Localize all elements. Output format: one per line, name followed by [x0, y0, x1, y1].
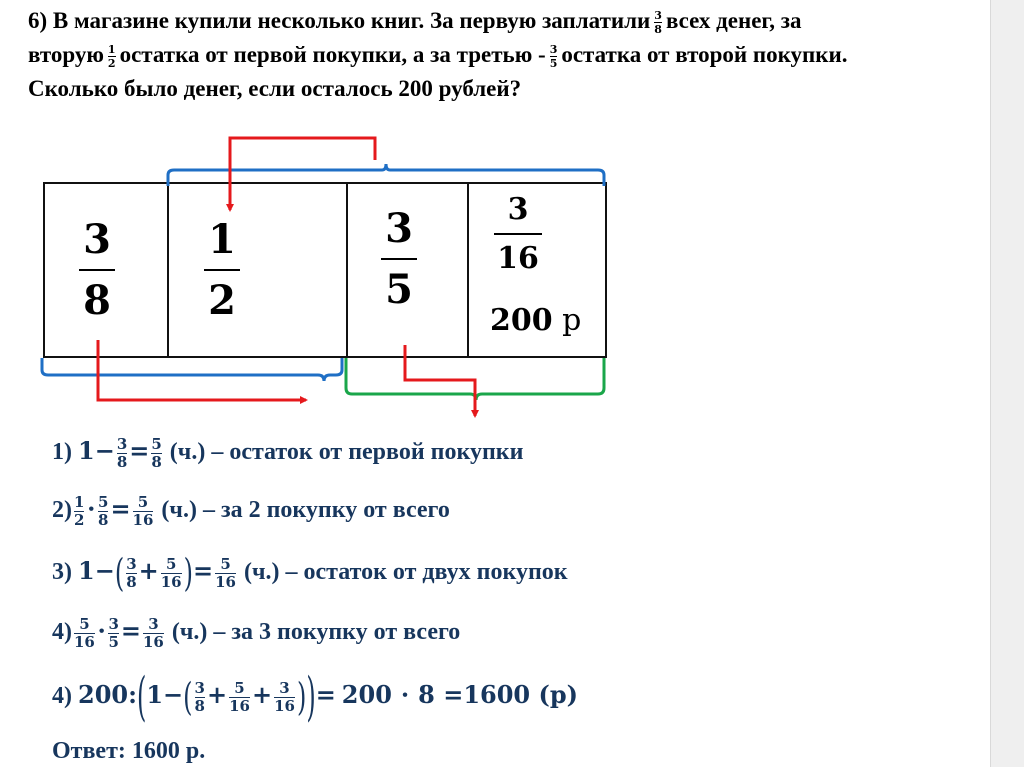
problem-text: 6) В магазине купили несколько книг. За первую заплатили	[28, 8, 651, 33]
brace-top	[168, 164, 604, 186]
arrow-top	[230, 138, 375, 210]
problem-text: всех денег, за	[665, 8, 802, 33]
problem-text: вторую	[28, 42, 104, 67]
cell-fraction-1-2: 1 2	[197, 216, 247, 324]
step-text: (ч.) – за 2 покупку от всего	[161, 497, 450, 523]
problem-text: остатка от второй покупки.	[561, 42, 848, 67]
step-label: 1)	[52, 439, 72, 465]
step-label: 4)	[52, 619, 72, 645]
solution-step-2: 2) $\frac{1}{2}$ ⋅ $\frac{5}{8}$ = $\frac{5}{16}$ (ч.) – за 2 покупку от всего	[52, 492, 450, 529]
brace-bottom-left	[42, 358, 342, 381]
fraction: $\frac{3}{5}$	[549, 43, 558, 71]
cell-fraction-3-5: 3 5	[374, 205, 424, 313]
fraction: $\frac{3}{8}$	[654, 9, 662, 37]
step-label: 2)	[52, 497, 72, 523]
cell-fraction-3-16: 3 16	[490, 192, 546, 276]
problem-line-3: Сколько было денег, если осталось 200 рублей?	[28, 76, 522, 101]
cell-fraction-3-8: 3 8	[72, 216, 122, 324]
step-text: (ч.) – за 3 покупку от всего	[171, 619, 461, 645]
step-label: 3)	[52, 559, 72, 585]
answer: Ответ: 1600 р.	[52, 738, 206, 764]
step-label: 4)	[52, 683, 72, 709]
solution-step-3: 3) 1−( $\frac{3}{8}$ + $\frac{5}{16}$ )= $\frac{5}{16}$ (ч.) – остаток от двух покупок	[52, 551, 568, 596]
arrow-right	[405, 345, 475, 416]
fraction: $\frac{1}{2}$	[107, 43, 116, 71]
step-text: (ч.) – остаток от первой покупки	[169, 439, 524, 465]
problem-text: остатка от первой покупки, а за третью -	[119, 42, 546, 67]
solution-step-5: 4) 200:(1−( $\frac{3}{8}$ + $\frac{5}{16}$ + $\frac{3}{16}$ ))= 200 ⋅ 8 =1600 (р)	[52, 666, 578, 729]
arrow-left	[98, 340, 306, 400]
solution-step-4: 4) $\frac{5}{16}$ ⋅ $\frac{3}{5}$ = $\frac{3}{16}$ (ч.) – за 3 покупку от всего	[52, 614, 461, 651]
solution-step-1: 1) 1− $\frac{3}{8}$ = $\frac{5}{8}$ (ч.) – остаток от первой покупки	[52, 434, 524, 471]
final-computation: 200 ⋅ 8 =1600 (р)	[341, 680, 578, 709]
step-text: (ч.) – остаток от двух покупок	[243, 559, 568, 585]
remainder-amount: 200 р	[490, 303, 582, 338]
